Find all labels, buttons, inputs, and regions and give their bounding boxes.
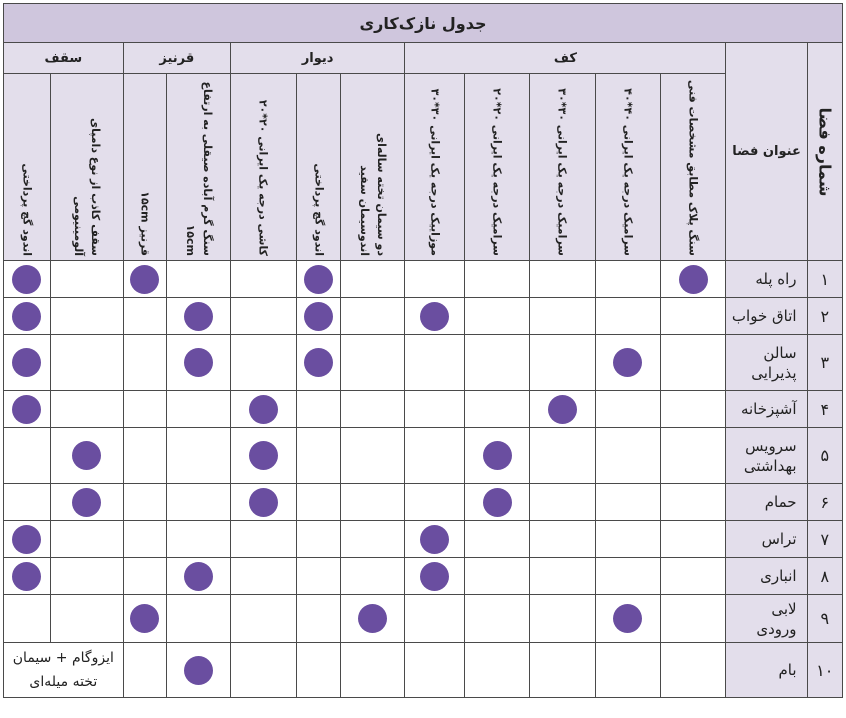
- mark-cell-c5: [405, 595, 465, 643]
- mark-cell-c12: [4, 391, 51, 428]
- space-number-header-label: شماره فضا: [815, 107, 835, 196]
- mark-cell-c1: [660, 428, 726, 484]
- mark-cell-c9: [167, 484, 231, 521]
- mark-cell-c6: [341, 595, 405, 643]
- table-body: [4, 261, 843, 698]
- table-row: [4, 335, 843, 391]
- material-label: کاشی درجه یک ایرانی ۲۰*۲۰: [256, 99, 270, 256]
- mark-cell-c8: [231, 521, 297, 558]
- material-header-c10: [123, 74, 167, 261]
- table-row: [4, 521, 843, 558]
- space-number-header: [807, 43, 842, 261]
- mark-cell-c7: [296, 595, 341, 643]
- filled-circle-icon: [679, 265, 708, 294]
- filled-circle-icon: [420, 562, 449, 591]
- mark-cell-c5: [405, 298, 465, 335]
- table-row: [4, 428, 843, 484]
- filled-circle-icon: [12, 562, 41, 591]
- space-number: ۸: [807, 558, 842, 595]
- filled-circle-icon: [12, 348, 41, 377]
- mark-cell-c3: [529, 643, 595, 698]
- mark-cell-c11: [50, 298, 123, 335]
- mark-cell-c10: [123, 335, 167, 391]
- material-label: سرامیک درجه یک ایرانی ۴۰*۴۰: [621, 88, 635, 256]
- space-number: ۷: [807, 521, 842, 558]
- mark-cell-c4: [465, 298, 530, 335]
- filled-circle-icon: [483, 441, 512, 470]
- mark-cell-c8: [231, 428, 297, 484]
- mark-cell-c9: [167, 335, 231, 391]
- mark-cell-c9: [167, 558, 231, 595]
- filled-circle-icon: [12, 395, 41, 424]
- mark-cell-c10: [123, 484, 167, 521]
- mark-cell-c2: [595, 335, 660, 391]
- mark-cell-c2: [595, 558, 660, 595]
- space-number: ۱: [807, 261, 842, 298]
- space-name: لابی ورودی: [726, 595, 807, 643]
- roof-note: ایزوگام + سیمان تخته میله‌ای: [4, 643, 124, 698]
- mark-cell-c8: [231, 484, 297, 521]
- material-header-c2: [595, 74, 660, 261]
- table-row: [4, 643, 843, 698]
- filled-circle-icon: [130, 604, 159, 633]
- mark-cell-c12: [4, 298, 51, 335]
- mark-cell-c10: [123, 298, 167, 335]
- mark-cell-c3: [529, 558, 595, 595]
- mark-cell-c12: [4, 484, 51, 521]
- filled-circle-icon: [12, 525, 41, 554]
- mark-cell-c2: [595, 521, 660, 558]
- material-label: سنگ گرم آباده صیقلی به ارتفاع ۱۵cm: [183, 81, 214, 256]
- mark-cell-c9: [167, 298, 231, 335]
- mark-cell-c3: [529, 261, 595, 298]
- group-floor-header: کف: [405, 43, 726, 74]
- mark-cell-c1: [660, 261, 726, 298]
- mark-cell-c7: [296, 428, 341, 484]
- mark-cell-c7: [296, 298, 341, 335]
- mark-cell-c1: [660, 558, 726, 595]
- filled-circle-icon: [130, 265, 159, 294]
- mark-cell-c3: [529, 484, 595, 521]
- filled-circle-icon: [483, 488, 512, 517]
- material-label: سرامیک درجه یک ایرانی ۳۰*۳۰: [555, 88, 569, 256]
- space-name: سرویس بهداشتی: [726, 428, 807, 484]
- mark-cell-c7: [296, 643, 341, 698]
- mark-cell-c12: [4, 428, 51, 484]
- mark-cell-c12: [4, 595, 51, 643]
- space-name: آشپزخانه: [726, 391, 807, 428]
- mark-cell-c11: [50, 335, 123, 391]
- mark-cell-c6: [341, 521, 405, 558]
- mark-cell-c3: [529, 298, 595, 335]
- mark-cell-c4: [465, 643, 530, 698]
- group-ceiling-header: سقف: [4, 43, 124, 74]
- filled-circle-icon: [304, 302, 333, 331]
- group-wall-header: دیوار: [231, 43, 405, 74]
- table-row: [4, 298, 843, 335]
- material-label: اندود گچ پرداختی: [20, 163, 34, 256]
- material-header-c5: [405, 74, 465, 261]
- mark-cell-c8: [231, 643, 297, 698]
- mark-cell-c9: [167, 643, 231, 698]
- mark-cell-c4: [465, 595, 530, 643]
- filled-circle-icon: [304, 265, 333, 294]
- mark-cell-c11: [50, 484, 123, 521]
- mark-cell-c5: [405, 521, 465, 558]
- mark-cell-c2: [595, 391, 660, 428]
- mark-cell-c7: [296, 391, 341, 428]
- material-header-c1: [660, 74, 726, 261]
- material-header-c12: [4, 74, 51, 261]
- table-row: [4, 261, 843, 298]
- space-name: راه پله: [726, 261, 807, 298]
- filled-circle-icon: [249, 441, 278, 470]
- material-header-c3: [529, 74, 595, 261]
- mark-cell-c10: [123, 521, 167, 558]
- space-number: ۴: [807, 391, 842, 428]
- filled-circle-icon: [249, 488, 278, 517]
- filled-circle-icon: [72, 441, 101, 470]
- mark-cell-c7: [296, 558, 341, 595]
- mark-cell-c1: [660, 335, 726, 391]
- filled-circle-icon: [184, 656, 213, 685]
- table-title: جدول نازک‌کاری: [4, 4, 843, 43]
- material-label: سنگ پلاک مطابق مشخصات فنی: [686, 79, 700, 256]
- space-number: ۹: [807, 595, 842, 643]
- mark-cell-c6: [341, 391, 405, 428]
- mark-cell-c5: [405, 484, 465, 521]
- mark-cell-c8: [231, 335, 297, 391]
- mark-cell-c4: [465, 261, 530, 298]
- space-number: ۶: [807, 484, 842, 521]
- mark-cell-c7: [296, 335, 341, 391]
- mark-cell-c11: [50, 391, 123, 428]
- mark-cell-c10: [123, 428, 167, 484]
- mark-cell-c10: [123, 558, 167, 595]
- material-label: دو سیمان تخته ساله‌ای اندوسیمان سفید: [357, 133, 388, 256]
- mark-cell-c5: [405, 428, 465, 484]
- material-label: قرنیز ۱۵cm: [138, 191, 152, 256]
- mark-cell-c6: [341, 484, 405, 521]
- space-name: انباری: [726, 558, 807, 595]
- mark-cell-c1: [660, 391, 726, 428]
- space-number: ۲: [807, 298, 842, 335]
- mark-cell-c3: [529, 428, 595, 484]
- mark-cell-c8: [231, 558, 297, 595]
- mark-cell-c5: [405, 643, 465, 698]
- finishing-schedule: [3, 3, 843, 715]
- filled-circle-icon: [304, 348, 333, 377]
- filled-circle-icon: [12, 265, 41, 294]
- mark-cell-c2: [595, 595, 660, 643]
- space-name: تراس: [726, 521, 807, 558]
- space-number: ۳: [807, 335, 842, 391]
- filled-circle-icon: [548, 395, 577, 424]
- mark-cell-c10: [123, 261, 167, 298]
- material-header-row: [4, 74, 843, 261]
- space-number: ۱۰: [807, 643, 842, 698]
- mark-cell-c11: [50, 428, 123, 484]
- mark-cell-c5: [405, 391, 465, 428]
- mark-cell-c11: [50, 595, 123, 643]
- mark-cell-c6: [341, 558, 405, 595]
- mark-cell-c6: [341, 335, 405, 391]
- mark-cell-c4: [465, 428, 530, 484]
- material-header-c11: [50, 74, 123, 261]
- table-row: [4, 484, 843, 521]
- material-label: اندود گچ پرداختی: [312, 163, 326, 256]
- mark-cell-c7: [296, 521, 341, 558]
- mark-cell-c12: [4, 335, 51, 391]
- mark-cell-c4: [465, 558, 530, 595]
- mark-cell-c6: [341, 261, 405, 298]
- space-name-header: عنوان فضا: [726, 43, 807, 261]
- mark-cell-c6: [341, 298, 405, 335]
- filled-circle-icon: [420, 302, 449, 331]
- mark-cell-c5: [405, 335, 465, 391]
- material-header-c8: [231, 74, 297, 261]
- mark-cell-c3: [529, 391, 595, 428]
- space-name: حمام: [726, 484, 807, 521]
- mark-cell-c4: [465, 335, 530, 391]
- mark-cell-c10: [123, 391, 167, 428]
- filled-circle-icon: [12, 302, 41, 331]
- table-row: [4, 558, 843, 595]
- mark-cell-c4: [465, 391, 530, 428]
- filled-circle-icon: [72, 488, 101, 517]
- filled-circle-icon: [184, 348, 213, 377]
- finishing-table: [3, 3, 843, 698]
- mark-cell-c3: [529, 595, 595, 643]
- mark-cell-c6: [341, 643, 405, 698]
- space-name: بام: [726, 643, 807, 698]
- filled-circle-icon: [249, 395, 278, 424]
- mark-cell-c11: [50, 521, 123, 558]
- filled-circle-icon: [358, 604, 387, 633]
- mark-cell-c9: [167, 261, 231, 298]
- group-cornice-header: قرنیز: [123, 43, 230, 74]
- filled-circle-icon: [184, 562, 213, 591]
- filled-circle-icon: [613, 348, 642, 377]
- filled-circle-icon: [613, 604, 642, 633]
- mark-cell-c9: [167, 521, 231, 558]
- mark-cell-c9: [167, 428, 231, 484]
- mark-cell-c12: [4, 558, 51, 595]
- mark-cell-c2: [595, 261, 660, 298]
- mark-cell-c9: [167, 391, 231, 428]
- mark-cell-c1: [660, 595, 726, 643]
- mark-cell-c1: [660, 484, 726, 521]
- mark-cell-c9: [167, 595, 231, 643]
- mark-cell-c1: [660, 643, 726, 698]
- filled-circle-icon: [184, 302, 213, 331]
- mark-cell-c12: [4, 521, 51, 558]
- mark-cell-c4: [465, 484, 530, 521]
- material-header-c9: [167, 74, 231, 261]
- table-row: [4, 391, 843, 428]
- mark-cell-c7: [296, 261, 341, 298]
- mark-cell-c2: [595, 643, 660, 698]
- material-label: سقف کاذب از نوع دامپای آلومینیومی: [71, 118, 102, 256]
- filled-circle-icon: [420, 525, 449, 554]
- mark-cell-c10: [123, 643, 167, 698]
- mark-cell-c5: [405, 261, 465, 298]
- material-header-c4: [465, 74, 530, 261]
- material-label: سرامیک درجه یک ایرانی ۲۰*۲۰: [490, 88, 504, 256]
- mark-cell-c1: [660, 298, 726, 335]
- space-name: سالن پذیرایی: [726, 335, 807, 391]
- table-row: [4, 595, 843, 643]
- mark-cell-c5: [405, 558, 465, 595]
- mark-cell-c11: [50, 261, 123, 298]
- mark-cell-c2: [595, 428, 660, 484]
- mark-cell-c4: [465, 521, 530, 558]
- mark-cell-c3: [529, 521, 595, 558]
- material-header-c7: [296, 74, 341, 261]
- mark-cell-c6: [341, 428, 405, 484]
- mark-cell-c2: [595, 484, 660, 521]
- space-name: اتاق خواب: [726, 298, 807, 335]
- mark-cell-c11: [50, 558, 123, 595]
- mark-cell-c3: [529, 335, 595, 391]
- material-header-c6: [341, 74, 405, 261]
- mark-cell-c8: [231, 261, 297, 298]
- mark-cell-c8: [231, 391, 297, 428]
- mark-cell-c8: [231, 298, 297, 335]
- mark-cell-c2: [595, 298, 660, 335]
- mark-cell-c1: [660, 521, 726, 558]
- mark-cell-c7: [296, 484, 341, 521]
- mark-cell-c10: [123, 595, 167, 643]
- mark-cell-c12: [4, 261, 51, 298]
- space-number: ۵: [807, 428, 842, 484]
- mark-cell-c8: [231, 595, 297, 643]
- material-label: موزاییک درجه یک ایرانی ۳۰*۳۰: [428, 88, 442, 256]
